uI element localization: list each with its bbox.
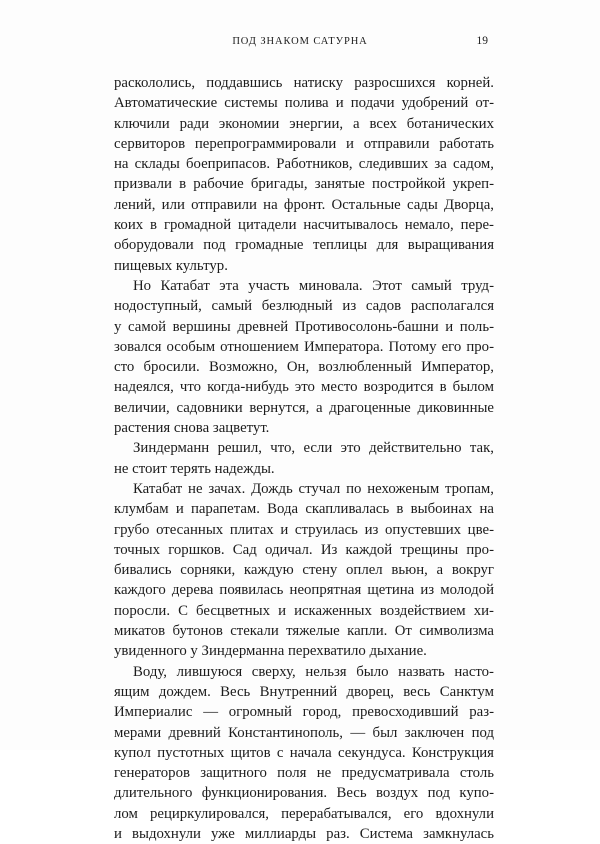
text-line: призвали в рабочие бригады, занятые постройкой укреп- [114,176,494,193]
text-line: на склады боеприпасов. Работников, следивших за садом, [114,156,494,173]
text-line: длительного функционирования. Весь воздух под купо- [114,785,494,802]
text-line: Империалис — огромный город, превосходивший раз- [114,704,494,721]
text-line: увиденного у Зиндерманна перехватило дыхание. [114,643,427,660]
text-line: надеялся, что когда-нибудь это место возродится в былом [114,379,494,396]
text-line: Катабат не зачах. Дождь стучал по нехоженым тропам, [133,480,494,497]
body-text [114,73,494,844]
text-line: у самой вершины древней Противосолонь-башни и поль- [114,318,494,335]
text-line: растения снова зацветут. [114,420,270,437]
text-line: клумбам и парапетам. Вода скапливалась в выбоинах на [114,501,494,518]
running-title: ПОД ЗНАКОМ САТУРНА [232,36,368,47]
text-line: генераторов защитного поля не предусматривала столь [114,765,494,782]
text-line: грубо отесанных плитах и струилась из опустевших цве- [114,521,494,538]
text-line: зовался особым отношением Императора. Потому его про- [114,338,494,355]
text-line: пищевых культур. [114,257,228,274]
text-line: оборудовали под громадные теплицы для выращивания [114,237,494,254]
text-line: не стоит терять надежды. [114,460,275,477]
text-line: ящим дождем. Весь Внутренний дворец, весь Санктум [114,683,494,700]
text-line: Но Катабат эта участь миновала. Этот самый труд- [133,277,494,294]
text-line: и выдохнули уже миллиарды раз. Система замкнулась [114,825,494,842]
text-line: микатов бутонов стекали тяжелые капли. От символизма [114,623,494,640]
text-line: поросли. С бесцветных и искаженных воздействием хи- [114,602,494,619]
text-line: купол пустотных щитов с начала секундуса. Конструкция [114,744,494,761]
text-line: сервиторов перепрограммировали и отправили работать [114,135,494,152]
text-line: бивались сорняки, каждую стену оплел вьюн, а вокруг [114,562,494,579]
running-header [0,36,600,52]
text-line: мерами древний Константинополь, — был заключен под [114,724,494,741]
text-line: лений, или отправили на фронт. Остальные сады Дворца, [114,196,494,213]
text-line: раскололись, поддавшись натиску разросшихся корней. [114,75,494,91]
text-line: лом рециркулировался, перерабатывался, его вдохнули [114,805,494,822]
text-line: каждого дерева появилась неопрятная щетина из молодой [114,582,494,599]
text-line: коих в громадной цитадели насчитывалось немало, пере- [114,217,494,234]
text-line: Зиндерманн решил, что, если это действительно так, [133,440,494,457]
text-line: нодоступный, самый безлюдный из садов располагался [114,298,494,315]
text-line: Автоматические системы полива и подачи удобрений от- [114,95,494,112]
text-line: величии, садовники вернутся, а драгоценные диковинные [114,399,494,416]
text-line: сто бросили. Возможно, Он, возлюбленный Император, [114,359,494,376]
text-line: Воду, лившуюся сверху, нельзя было назвать насто- [133,663,494,680]
text-line: точных горшков. Сад одичал. Из каждой трещины про- [114,541,494,558]
text-line: ключили ради экономии энергии, а всех ботанических [114,115,494,132]
page-number: 19 [476,35,488,47]
